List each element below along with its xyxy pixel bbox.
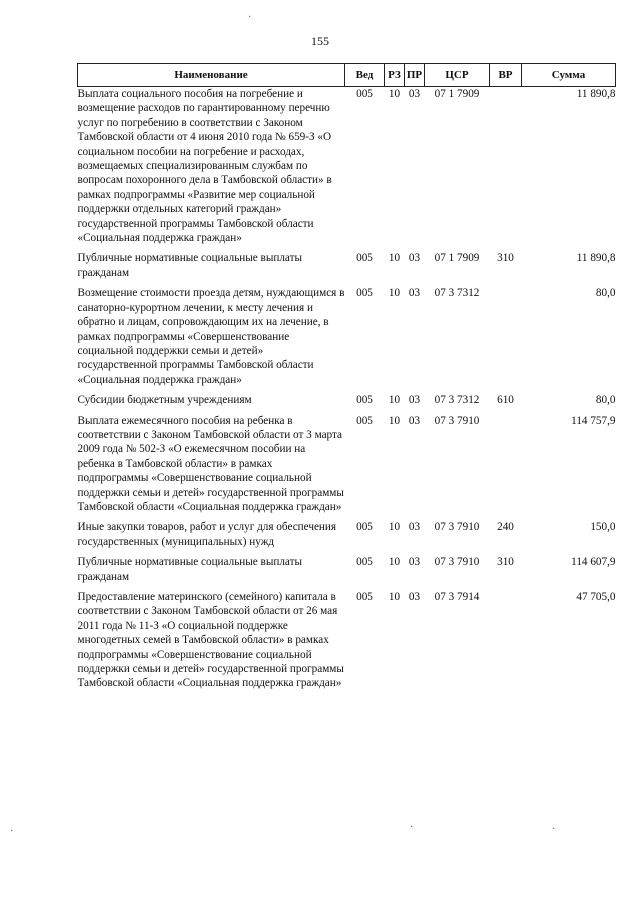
table-row [78,555,616,590]
row-sum: 80,0 [595,287,616,300]
row-ved: 005 [356,394,373,407]
row-rz: 10 [388,591,401,603]
row-pr: 03 [408,414,421,427]
row-pr: 03 [408,556,421,569]
row-name: Выплата ежемесячного пособия на ребенка в соответствии с Законом Тамбовской области от 3 марта 2009 года № 502-З «О ежемесячном пособии на ребенка в Тамбовской области» в рамках подпрограммы «Совершенствование социальной поддержки семьи и детей» государственной программы Тамбовской области «Социальная поддержка граждан» [77,414,344,513]
row-csr: 07 3 7910 [434,414,480,427]
row-vr [490,414,522,521]
row-sum: 47 705,0 [576,591,616,603]
row-pr: 03 [408,591,421,603]
row-rz: 10 [388,287,401,300]
header-csr: ЦСР [425,64,490,87]
scan-speck: · [410,822,414,833]
table-header-row [78,64,616,87]
row-sum: 11 890,8 [576,88,616,100]
table-row [78,251,616,286]
row-rz: 10 [388,556,401,569]
row-csr: 07 1 7909 [434,252,480,265]
row-csr: 07 3 7910 [434,521,480,534]
row-rz: 10 [388,414,401,427]
row-name: Возмещение стоимости проезда детям, нуждающимся в санаторно-курортном лечении, к месту лечения и обратно и лицам, сопровождающим их на лечение, в рамках подпрограммы «Совершенствование социальной поддержки семьи и детей» государственной программы Тамбовской области «Социальная поддержка граждан» [77,287,345,386]
row-sum: 80,0 [595,394,616,407]
scan-speck: · [10,826,14,837]
scan-speck: · [552,824,556,835]
scan-speck: · [248,12,252,23]
table-row [78,286,616,393]
row-pr: 03 [408,394,421,407]
table-row [78,87,616,252]
row-name: Выплата социального пособия на погребение и возмещение расходов по гарантированному перечню услуг по погребению в соответствии с Законом Тамбовской области от 4 июня 2010 года № 659-З «О социальном пособии на погребение и расходах, возмещаемых специализированным службам по вопросам похоронного дела в Тамбовской области» в рамках подпрограммы «Развитие мер социальной поддержки отдельных категорий граждан» государственной программы Тамбовской области «Социальная поддержка граждан» [77,88,332,245]
row-vr: 610 [497,394,514,407]
table-row [78,393,616,413]
row-name: Иные закупки товаров, работ и услуг для обеспечения государственных (муниципальных) нужд [77,521,337,548]
row-ved: 005 [356,556,373,569]
row-vr: 310 [497,556,514,569]
header-rz: РЗ [385,64,405,87]
row-ved: 005 [356,521,373,534]
header-sum: Сумма [522,64,616,87]
table-row [78,520,616,555]
row-vr: 240 [497,521,514,534]
row-ved: 005 [356,88,373,100]
row-pr: 03 [408,287,421,300]
row-name: Предоставление материнского (семейного) капитала в соответствии с Законом Тамбовской области от 26 мая 2011 года № 11-З «О социальной поддержке многодетных семей в Тамбовской области» в рамках подпрограммы «Совершенствование социальной поддержки семьи и детей» государственной программы Тамбовской области «Социальная поддержка граждан» [77,591,344,690]
row-ved: 005 [356,252,373,265]
row-pr: 03 [408,88,421,100]
table-row [78,590,616,697]
row-csr: 07 1 7909 [434,88,480,100]
budget-table [77,63,616,697]
row-csr: 07 3 7312 [434,287,480,300]
row-csr: 07 3 7910 [434,556,480,569]
row-sum: 114 757,9 [571,414,616,427]
row-pr: 03 [408,521,421,534]
row-pr: 03 [408,252,421,265]
row-name: Публичные нормативные социальные выплаты гражданам [77,252,303,279]
row-ved: 005 [356,414,373,427]
table-row [78,414,616,521]
row-vr [490,286,522,393]
row-csr: 07 3 7914 [434,591,480,603]
row-rz: 10 [388,252,401,265]
row-csr: 07 3 7312 [434,394,480,407]
row-rz: 10 [388,521,401,534]
row-rz: 10 [388,88,401,100]
row-vr [490,87,522,252]
row-sum: 114 607,9 [571,556,616,569]
row-sum: 11 890,8 [576,252,616,265]
header-vr: ВР [490,64,522,87]
header-ved: Вед [345,64,385,87]
row-rz: 10 [388,394,401,407]
row-vr: 310 [497,252,514,265]
page-number: 155 [311,34,329,48]
row-name: Публичные нормативные социальные выплаты гражданам [77,556,303,583]
header-pr: ПР [405,64,425,87]
row-name: Субсидии бюджетным учреждениям [77,394,252,407]
row-ved: 005 [356,287,373,300]
row-vr [490,590,522,697]
row-ved: 005 [356,591,373,603]
header-name: Наименование [78,64,345,87]
row-sum: 150,0 [590,521,616,534]
